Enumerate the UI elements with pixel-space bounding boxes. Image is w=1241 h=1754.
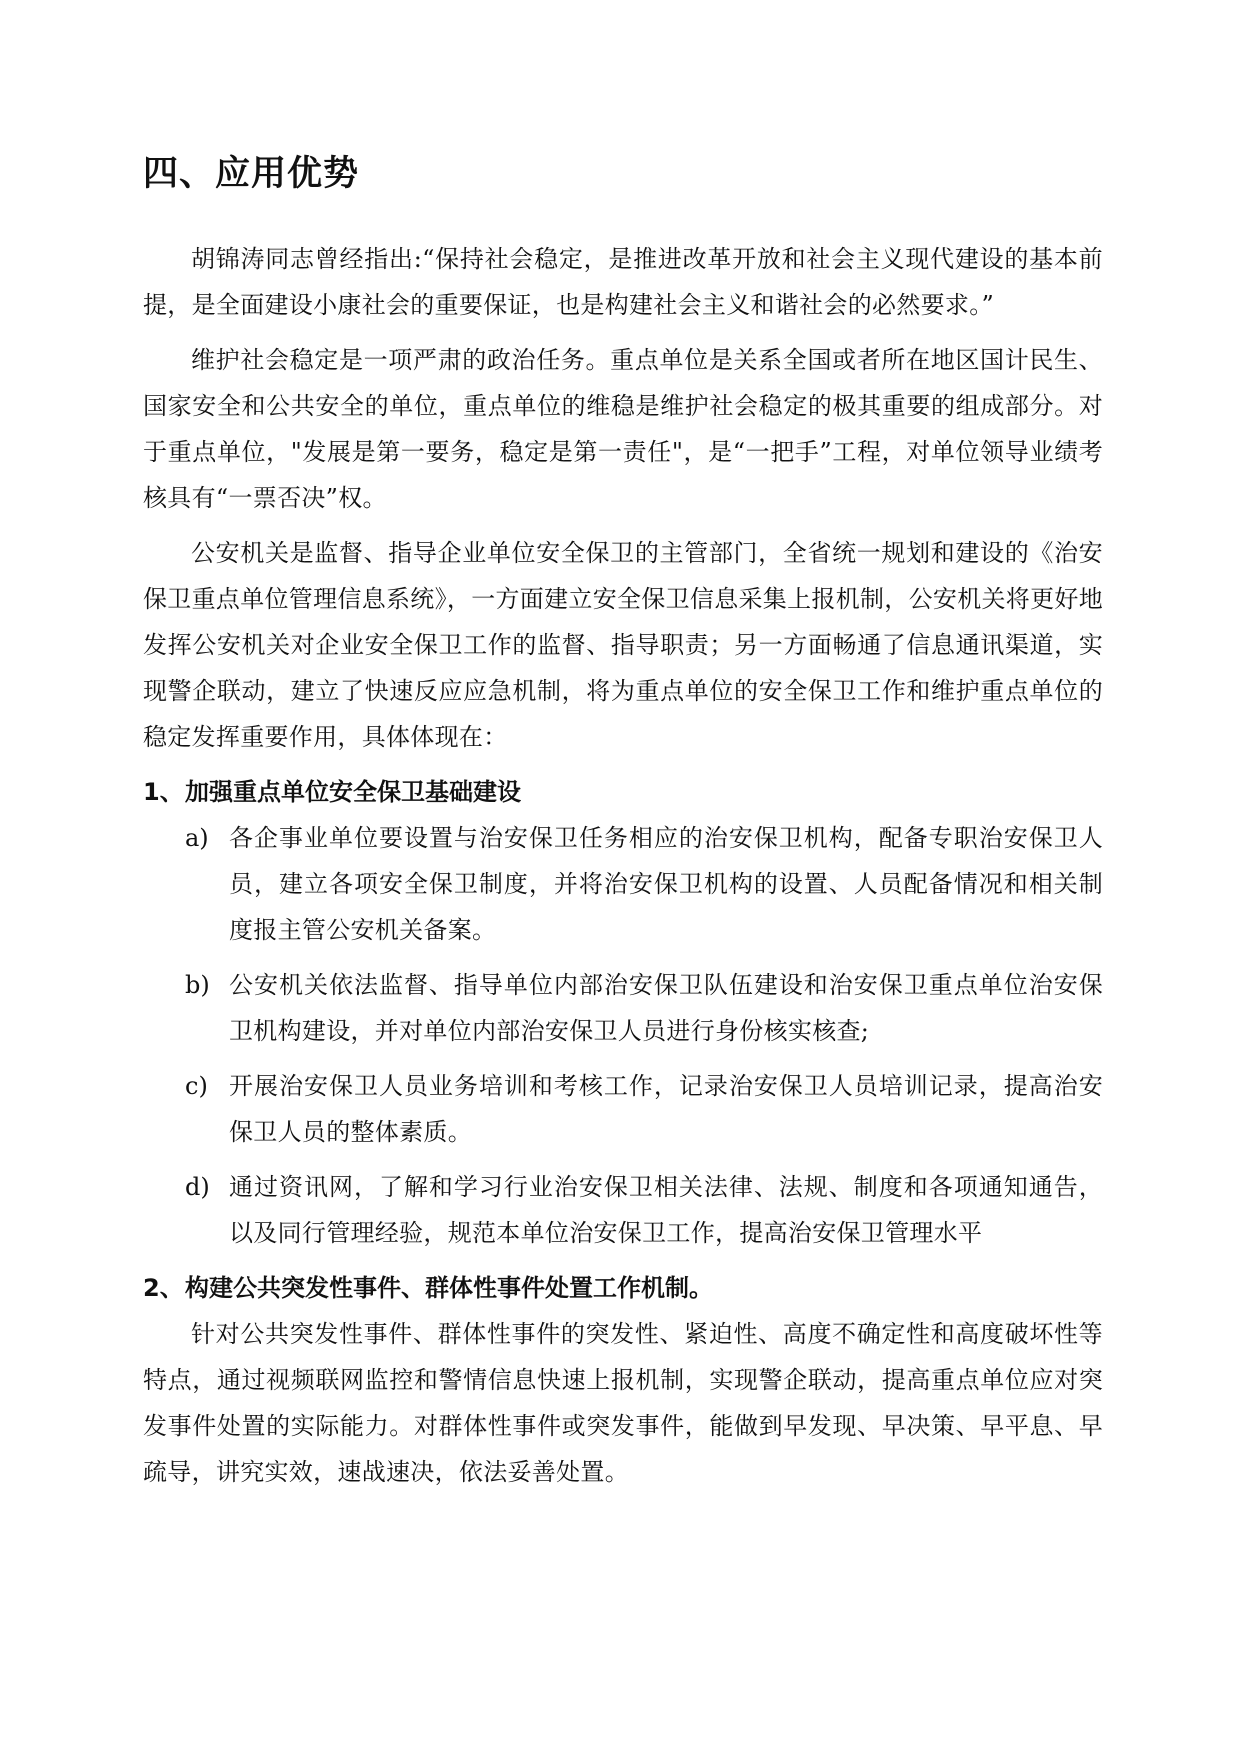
- subheading-1: [143, 769, 1103, 815]
- list-item-marker: c): [185, 1072, 208, 1100]
- paragraph-stability: 维护社会稳定是一项严肃的政治任务。重点单位是关系全国或者所在地区国计民生、国家安全和公共安全的单位，重点单位的维稳是维护社会稳定的极其重要的组成部分。对于重点单位，"发展是第一要务，稳定是第一责任"，是“一把手”工程，对单位领导业绩考核具有“一票否决”权。: [143, 346, 1103, 512]
- list-item: [143, 1063, 1103, 1155]
- subheading-1-number: 1、: [143, 778, 184, 806]
- list-item-text: 通过资讯网，了解和学习行业治安保卫相关法律、法规、制度和各项通知通告，以及同行管理经验，规范本单位治安保卫工作，提高治安保卫管理水平: [229, 1173, 1103, 1247]
- paragraph-emergency: 针对公共突发性事件、群体性事件的突发性、紧迫性、高度不确定性和高度破坏性等特点，通过视频联网监控和警情信息快速上报机制，实现警企联动，提高重点单位应对突发事件处置的实际能力。对群体性事件或突发事件，能做到早发现、早决策、早平息、早疏导，讲究实效，速战速决，依法妥善处置。: [143, 1320, 1103, 1486]
- list-item-text: 开展治安保卫人员业务培训和考核工作，记录治安保卫人员培训记录，提高治安保卫人员的整体素质。: [229, 1072, 1103, 1146]
- list-item: [143, 815, 1103, 953]
- list-item-text: 各企事业单位要设置与治安保卫任务相应的治安保卫机构，配备专职治安保卫人员，建立各项安全保卫制度，并将治安保卫机构的设置、人员配备情况和相关制度报主管公安机关备案。: [229, 824, 1103, 944]
- document-body: [143, 150, 1103, 1504]
- subheading-2-text: 构建公共突发性事件、群体性事件处置工作机制。: [185, 1274, 713, 1302]
- subheading-2: [143, 1265, 1103, 1311]
- section-title: 四、应用优势: [143, 154, 360, 194]
- list-item-marker: a): [185, 824, 209, 852]
- list-item-marker: d): [185, 1173, 210, 1201]
- list-item-marker: b): [185, 971, 210, 999]
- paragraph-quote: 胡锦涛同志曾经指出:“保持社会稳定，是推进改革开放和社会主义现代建设的基本前提，是全面建设小康社会的重要保证，也是构建社会主义和谐社会的必然要求。”: [143, 245, 1103, 319]
- subheading-1-text: 加强重点单位安全保卫基础建设: [185, 778, 521, 806]
- list-item-text: 公安机关依法监督、指导单位内部治安保卫队伍建设和治安保卫重点单位治安保卫机构建设，并对单位内部治安保卫人员进行身份核实核查;: [229, 971, 1103, 1045]
- subheading-2-number: 2、: [143, 1274, 184, 1302]
- list-item: [143, 1164, 1103, 1256]
- measures-list: [143, 815, 1103, 1256]
- paragraph-police-role: 公安机关是监督、指导企业单位安全保卫的主管部门，全省统一规划和建设的《治安保卫重点单位管理信息系统》，一方面建立安全保卫信息采集上报机制，公安机关将更好地发挥公安机关对企业安全保卫工作的监督、指导职责；另一方面畅通了信息通讯渠道，实现警企联动，建立了快速反应应急机制，将为重点单位的安全保卫工作和维护重点单位的稳定发挥重要作用，具体体现在：: [143, 539, 1103, 751]
- list-item: [143, 962, 1103, 1054]
